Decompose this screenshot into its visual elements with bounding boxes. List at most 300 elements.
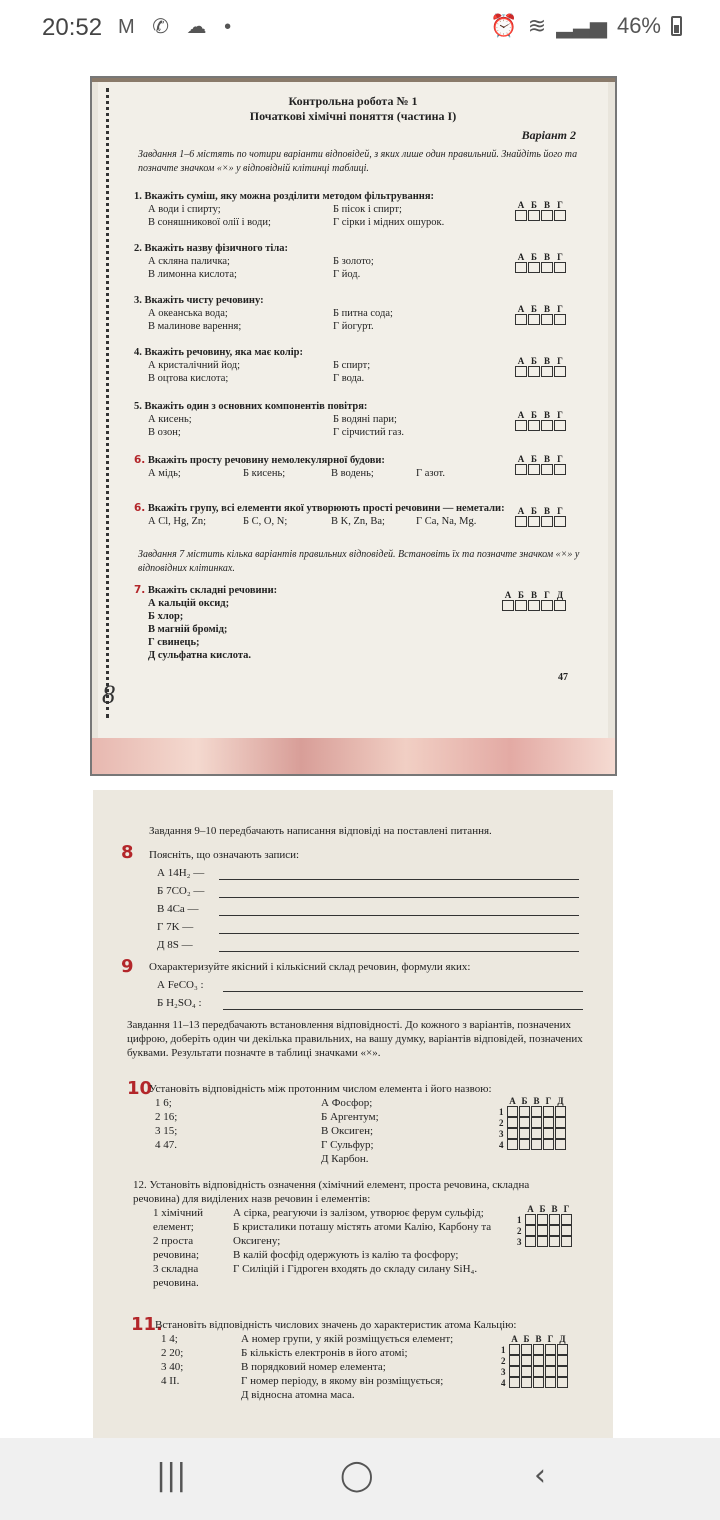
instructions-4: Завдання 11–13 передбачають встановлення відповідності. До кожного з варіантів, позначених цифрою, доберіть один чи декілька правильних, на вашу думку, варіантів відповідей, позначених буквами. Результати позначте в таблиці значками «×». <box>127 1019 583 1059</box>
question-mark-9: 8 <box>121 842 134 863</box>
answer-cell[interactable] <box>537 1236 548 1247</box>
answer-cell[interactable] <box>537 1214 548 1225</box>
answer-cell[interactable] <box>541 314 553 325</box>
question-7 <box>134 502 574 528</box>
table-row <box>517 1225 572 1236</box>
option: Г азот. <box>416 468 445 479</box>
answer-cell[interactable] <box>515 314 527 325</box>
question-5 <box>134 400 574 439</box>
option: А води і спирту; <box>148 204 221 215</box>
formula-label: Б 7CO₂ — <box>157 885 205 897</box>
grid-header: А <box>504 590 512 600</box>
question-6 <box>134 454 574 480</box>
answer-cell[interactable] <box>537 1225 548 1236</box>
grid-header: Б <box>518 590 524 600</box>
question-number: 5. <box>134 401 142 412</box>
answer-line[interactable] <box>223 980 583 992</box>
answer-line[interactable] <box>219 868 579 880</box>
table-header: Д <box>559 1334 566 1344</box>
answer-cell[interactable] <box>545 1366 556 1377</box>
grid-header: А <box>517 252 525 262</box>
answer-cell[interactable] <box>531 1139 542 1150</box>
match-item: 2 16; <box>155 1111 178 1123</box>
option: Б золото; <box>333 256 374 267</box>
answer-cell[interactable] <box>557 1355 568 1366</box>
answer-cell[interactable] <box>509 1366 520 1377</box>
answer-cell[interactable] <box>515 464 527 475</box>
answer-cell[interactable] <box>543 1117 554 1128</box>
formula-label: А FeCO₃ : <box>157 979 204 991</box>
match-item: Б кристалики поташу містять атоми Калію, Карбону та Оксигену; <box>233 1221 492 1247</box>
option: Г йод. <box>333 269 361 280</box>
grid-header: Б <box>531 356 537 366</box>
answer-cell[interactable] <box>502 600 514 611</box>
table-header: Г <box>547 1334 554 1344</box>
row-number: 2 <box>499 1117 504 1128</box>
answer-grid-2 <box>515 252 566 273</box>
option: В K, Zn, Ba; <box>331 516 385 527</box>
grid-header: Г <box>557 304 563 314</box>
row-number: 2 <box>501 1355 506 1366</box>
options <box>148 413 574 439</box>
answer-cell[interactable] <box>543 1106 554 1117</box>
table-row <box>501 1366 568 1377</box>
question-10 <box>149 960 589 1010</box>
grid-header: В <box>543 506 550 516</box>
answer-cell[interactable] <box>528 464 540 475</box>
row-number: 3 <box>501 1366 506 1377</box>
option: Б хлор; <box>148 611 184 622</box>
answer-cell[interactable] <box>533 1366 544 1377</box>
match-table-12 <box>517 1204 572 1247</box>
answer-cell[interactable] <box>541 516 553 527</box>
table-header: Б <box>539 1204 546 1214</box>
option: А Cl, Hg, Zn; <box>148 516 207 527</box>
option: Г Ca, Na, Mg. <box>416 516 477 527</box>
grid-header: Г <box>557 252 563 262</box>
answer-cell[interactable] <box>554 210 566 221</box>
answer-cell[interactable] <box>521 1366 532 1377</box>
grid-header: Б <box>531 410 537 420</box>
match-item: 3 40; <box>161 1361 184 1373</box>
question-mark-13: 11. <box>131 1314 163 1335</box>
answer-line-row <box>157 880 589 898</box>
option: Г йогурт. <box>333 321 374 332</box>
table-header: Б <box>521 1096 528 1106</box>
answer-cell[interactable] <box>521 1355 532 1366</box>
photo-page-1[interactable] <box>90 76 617 776</box>
table-row <box>517 1236 572 1247</box>
formula-label: Б H₂SO₄ : <box>157 997 202 1009</box>
option: Г свинець; <box>148 637 200 648</box>
answer-cell[interactable] <box>515 262 527 273</box>
wifi-icon: ≋ <box>527 13 547 38</box>
option: Г сірки і мідних ошурок. <box>333 217 445 228</box>
answer-line[interactable] <box>219 904 579 916</box>
table-header: Д <box>557 1096 564 1106</box>
options <box>148 307 574 333</box>
match-item: 1 4; <box>161 1333 178 1345</box>
question-label: Вкажіть речовину, яка має колір: <box>144 347 303 358</box>
option: Б питна сода; <box>333 308 393 319</box>
answer-cell[interactable] <box>549 1214 560 1225</box>
formula-label: Д 8S — <box>157 939 193 951</box>
table-header: Б <box>523 1334 530 1344</box>
grid-header: Б <box>531 454 537 464</box>
grid-header: В <box>543 454 550 464</box>
grid-header: Г <box>557 356 563 366</box>
answer-cell[interactable] <box>507 1128 518 1139</box>
answer-cell[interactable] <box>543 1128 554 1139</box>
answer-line[interactable] <box>219 940 579 952</box>
answer-grid-3 <box>515 304 566 325</box>
answer-cell[interactable] <box>521 1377 532 1388</box>
grid-header: Г <box>544 590 550 600</box>
table-header: В <box>551 1204 558 1214</box>
answer-line[interactable] <box>223 998 583 1010</box>
table-header: А <box>527 1204 534 1214</box>
answer-cell[interactable] <box>519 1139 530 1150</box>
answer-line-row <box>157 934 589 952</box>
tablecloth-edge <box>92 738 615 776</box>
answer-cell[interactable] <box>541 420 553 431</box>
question-text: Вкажіть складні речовини: <box>147 585 278 596</box>
grid-header: Г <box>557 410 563 420</box>
answer-line-row <box>157 862 589 880</box>
binding-dots <box>106 88 109 718</box>
question-mark-7: 6. <box>134 502 146 514</box>
options <box>148 255 574 281</box>
option: В водень; <box>331 468 374 479</box>
grid-header: Г <box>557 506 563 516</box>
question-number: 3. <box>134 295 142 306</box>
grid-header: Б <box>531 252 537 262</box>
answer-cell[interactable] <box>528 262 540 273</box>
match-item: 4 47. <box>155 1139 177 1151</box>
match-item: 3 15; <box>155 1125 178 1137</box>
match-item: 3 складна речовина. <box>153 1263 199 1289</box>
question-mark-6: 6. <box>134 454 146 466</box>
back-button[interactable]: ‹ <box>534 1458 546 1493</box>
question-mark-10: 9 <box>121 956 134 977</box>
question-number: 4. <box>134 347 142 358</box>
answer-cell[interactable] <box>519 1106 530 1117</box>
match-item: В Оксиген; <box>321 1125 374 1137</box>
answer-line[interactable] <box>219 922 579 934</box>
option: В магній бромід; <box>148 624 228 635</box>
answer-cell[interactable] <box>557 1377 568 1388</box>
match-table-13 <box>501 1334 568 1388</box>
answer-cell[interactable] <box>557 1344 568 1355</box>
clock: 20:52 <box>42 14 103 41</box>
option: А океанська вода; <box>148 308 228 319</box>
answer-cell[interactable] <box>533 1377 544 1388</box>
option: Б пісок і спирт; <box>333 204 402 215</box>
row-number: 3 <box>499 1128 504 1139</box>
question-text: Установіть відповідність означення (хімічний елемент, проста речовина, складна речовина) для виділених назв речовин і елементів: <box>133 1179 530 1205</box>
question-text: Поясніть, що означають записи: <box>149 849 300 861</box>
signal-icon: ▂▃▅ <box>556 13 607 38</box>
answer-cell[interactable] <box>533 1344 544 1355</box>
answer-cell[interactable] <box>554 314 566 325</box>
option: В озон; <box>148 427 181 438</box>
match-item: Б кількість електронів в його атомі; <box>241 1347 408 1359</box>
table-row <box>517 1214 572 1225</box>
answer-cell[interactable] <box>509 1377 520 1388</box>
answer-cell[interactable] <box>555 1117 566 1128</box>
answer-cell[interactable] <box>515 366 527 377</box>
option: В малинове варення; <box>148 321 242 332</box>
question-text <box>134 400 574 413</box>
grid-header: Г <box>557 200 563 210</box>
option: В лимонна кислота; <box>148 269 237 280</box>
option: Б спирт; <box>333 360 371 371</box>
answer-cell[interactable] <box>541 262 553 273</box>
answer-cell[interactable] <box>509 1355 520 1366</box>
match-item: А Фосфор; <box>321 1097 373 1109</box>
question-mark-8: 7. <box>134 584 146 596</box>
answer-cell[interactable] <box>533 1355 544 1366</box>
answer-line-row <box>157 898 589 916</box>
recent-apps-button[interactable]: ||| <box>156 1458 187 1493</box>
answer-cell[interactable] <box>531 1117 542 1128</box>
question-text: Вкажіть просту речовину немолекулярної будови: <box>147 455 385 466</box>
grid-header: В <box>530 590 537 600</box>
test-subtitle: Початкові хімічні поняття (частина І) <box>249 109 457 123</box>
answer-cell[interactable] <box>531 1128 542 1139</box>
table-row <box>499 1106 566 1117</box>
question-label: Вкажіть назву фізичного тіла: <box>144 243 288 254</box>
answer-line-row <box>157 974 589 992</box>
option: Б водяні пари; <box>333 414 397 425</box>
answer-cell[interactable] <box>545 1344 556 1355</box>
grid-header: В <box>543 252 550 262</box>
grid-header: А <box>517 454 525 464</box>
answer-cell[interactable] <box>557 1366 568 1377</box>
match-item: 2 проста речовина; <box>153 1235 200 1261</box>
match-item: Г Сульфур; <box>321 1139 374 1151</box>
test-title: Контрольна робота № 1 <box>288 94 418 108</box>
answer-cell[interactable] <box>515 210 527 221</box>
table-row <box>501 1355 568 1366</box>
answer-cell[interactable] <box>561 1214 572 1225</box>
answer-cell[interactable] <box>507 1139 518 1150</box>
answer-cell[interactable] <box>515 600 527 611</box>
answer-grid-8 <box>502 590 566 611</box>
answer-cell[interactable] <box>528 516 540 527</box>
handwritten-grade: 8 <box>102 680 115 709</box>
grid-header: А <box>517 356 525 366</box>
answer-cell[interactable] <box>545 1377 556 1388</box>
answer-cell[interactable] <box>555 1139 566 1150</box>
photo-page-2[interactable] <box>93 790 613 1438</box>
question-3 <box>134 294 574 333</box>
question-1 <box>134 190 574 229</box>
battery-level: 46% <box>616 13 661 38</box>
grid-header: Г <box>557 454 563 464</box>
answer-cell[interactable] <box>525 1225 536 1236</box>
table-header: А <box>511 1334 518 1344</box>
answer-cell[interactable] <box>545 1355 556 1366</box>
answer-cell[interactable] <box>521 1344 532 1355</box>
grid-header: В <box>543 410 550 420</box>
grid-header: Б <box>531 200 537 210</box>
home-button[interactable]: ◯ <box>340 1458 374 1493</box>
question-text <box>134 346 574 359</box>
answer-cell[interactable] <box>554 464 566 475</box>
answer-cell[interactable] <box>528 210 540 221</box>
answer-cell[interactable] <box>549 1225 560 1236</box>
formula-label: А 14H₂ — <box>157 867 205 879</box>
option: А кисень; <box>148 414 192 425</box>
instructions-2: Завдання 7 містить кілька варіантів правильних відповідей. Встановіть їх та позначте значком «×» у відповідних клітинках. <box>138 549 580 574</box>
table-header: Г <box>563 1204 570 1214</box>
answer-cell[interactable] <box>549 1236 560 1247</box>
option: А кальцій оксид; <box>148 598 230 609</box>
status-right <box>490 13 682 39</box>
battery-icon <box>671 16 682 36</box>
grid-header: Д <box>556 590 564 600</box>
answer-cell[interactable] <box>519 1117 530 1128</box>
match-item: Г номер періоду, в якому він розміщується; <box>241 1375 444 1387</box>
table-header: В <box>535 1334 542 1344</box>
answer-cell[interactable] <box>528 420 540 431</box>
answer-cell[interactable] <box>554 420 566 431</box>
answer-line[interactable] <box>219 886 579 898</box>
question-4 <box>134 346 574 385</box>
table-header: Г <box>545 1096 552 1106</box>
answer-cell[interactable] <box>554 262 566 273</box>
instructions-3: Завдання 9–10 передбачають написання відповіді на поставлені питання. <box>149 825 492 837</box>
match-item: 1 6; <box>155 1097 172 1109</box>
grid-header: В <box>543 356 550 366</box>
question-12 <box>133 1178 543 1290</box>
table-header: А <box>509 1096 516 1106</box>
option: Д сульфатна кислота. <box>148 650 252 661</box>
answer-cell[interactable] <box>525 1236 536 1247</box>
answer-cell[interactable] <box>543 1139 554 1150</box>
row-number: 1 <box>501 1344 506 1355</box>
alarm-icon: ⏰ <box>490 13 518 38</box>
answer-cell[interactable] <box>528 366 540 377</box>
option: Г сірчистий газ. <box>333 427 405 438</box>
grid-header: А <box>517 200 525 210</box>
answer-grid-6 <box>515 454 566 475</box>
grid-header: А <box>517 304 525 314</box>
question-number: 2. <box>134 243 142 254</box>
instructions-1: Завдання 1–6 містять по чотири варіанти відповідей, з яких лише один правильний. Знайдіть його та позначте значком «×» у відповідній клітинці таблиці. <box>138 149 578 174</box>
answer-cell[interactable] <box>541 600 553 611</box>
table-row <box>499 1128 566 1139</box>
answer-cell[interactable] <box>525 1214 536 1225</box>
option: Г вода. <box>333 373 365 384</box>
match-item: В порядковий номер елемента; <box>241 1361 386 1373</box>
answer-line-row <box>157 992 589 1010</box>
answer-cell[interactable] <box>507 1117 518 1128</box>
grid-header: А <box>517 506 525 516</box>
question-number: 12. <box>133 1179 147 1191</box>
formula-label: Г 7K — <box>157 921 194 933</box>
answer-cell[interactable] <box>554 600 566 611</box>
answer-grid-7 <box>515 506 566 527</box>
question-text: Охарактеризуйте якісний і кількісний склад речовин, формули яких: <box>149 961 471 973</box>
answer-cell[interactable] <box>554 366 566 377</box>
answer-cell[interactable] <box>561 1236 572 1247</box>
table-row <box>501 1344 568 1355</box>
match-item: Д Карбон. <box>321 1153 369 1165</box>
grid-header: Б <box>531 506 537 516</box>
options <box>148 359 574 385</box>
option: В оцтова кислота; <box>148 373 229 384</box>
status-bar <box>0 0 720 56</box>
grid-header: А <box>517 410 525 420</box>
answer-cell[interactable] <box>554 516 566 527</box>
match-item: Г Силіцій і Гідроген входять до складу силану SiH₄. <box>233 1263 478 1275</box>
answer-cell[interactable] <box>507 1106 518 1117</box>
match-item: 1 хімічний елемент; <box>153 1207 204 1233</box>
answer-cell[interactable] <box>531 1106 542 1117</box>
question-text <box>134 294 574 307</box>
option: А скляна паличка; <box>148 256 230 267</box>
row-number: 2 <box>517 1225 522 1236</box>
notification-icons: M ✆ ☁ • <box>118 16 238 38</box>
answer-cell[interactable] <box>561 1225 572 1236</box>
question-9 <box>149 848 589 952</box>
option: Б C, O, N; <box>243 516 288 527</box>
grid-header: В <box>543 304 550 314</box>
question-label: Вкажіть суміш, яку можна розділити методом фільтрування: <box>144 191 435 202</box>
table-header: В <box>533 1096 540 1106</box>
answer-cell[interactable] <box>515 516 527 527</box>
answer-cell[interactable] <box>519 1128 530 1139</box>
row-number: 4 <box>499 1139 504 1150</box>
question-number: 1. <box>134 191 142 202</box>
question-text <box>134 190 574 203</box>
question-text: Установіть відповідність між протонним числом елемента і його назвою: <box>149 1083 492 1095</box>
answer-cell[interactable] <box>541 464 553 475</box>
option: А кристалічний йод; <box>148 360 241 371</box>
question-2 <box>134 242 574 281</box>
option: А мідь; <box>148 468 181 479</box>
answer-grid-4 <box>515 356 566 377</box>
formula-label: В 4Ca — <box>157 903 199 915</box>
match-item: В калій фосфід одержують із калію та фосфору; <box>233 1249 459 1261</box>
answer-cell[interactable] <box>555 1128 566 1139</box>
match-item: Д відносна атомна маса. <box>241 1389 355 1401</box>
question-text: Вкажіть групу, всі елементи якої утворюють прості речовини — неметали: <box>147 503 505 514</box>
answer-cell[interactable] <box>528 314 540 325</box>
option: В соняшникової олії і води; <box>148 217 271 228</box>
answer-cell[interactable] <box>509 1344 520 1355</box>
row-number: 3 <box>517 1236 522 1247</box>
match-item: А сірка, реагуючи із залізом, утворює ферум сульфід; <box>233 1207 484 1219</box>
answer-cell[interactable] <box>528 600 540 611</box>
question-mark-11: 10 <box>127 1078 153 1099</box>
answer-line-row <box>157 916 589 934</box>
answer-cell[interactable] <box>555 1106 566 1117</box>
match-item: Б Аргентум; <box>321 1111 379 1123</box>
answer-grid-5 <box>515 410 566 431</box>
question-text <box>134 242 574 255</box>
worksheet-page-47 <box>98 82 608 740</box>
grid-header: В <box>543 200 550 210</box>
answer-cell[interactable] <box>541 366 553 377</box>
match-item: А номер групи, у якій розміщується елемент; <box>241 1333 454 1345</box>
answer-cell[interactable] <box>515 420 527 431</box>
answer-cell[interactable] <box>541 210 553 221</box>
row-number: 1 <box>517 1214 522 1225</box>
navigation-bar <box>0 1438 720 1520</box>
